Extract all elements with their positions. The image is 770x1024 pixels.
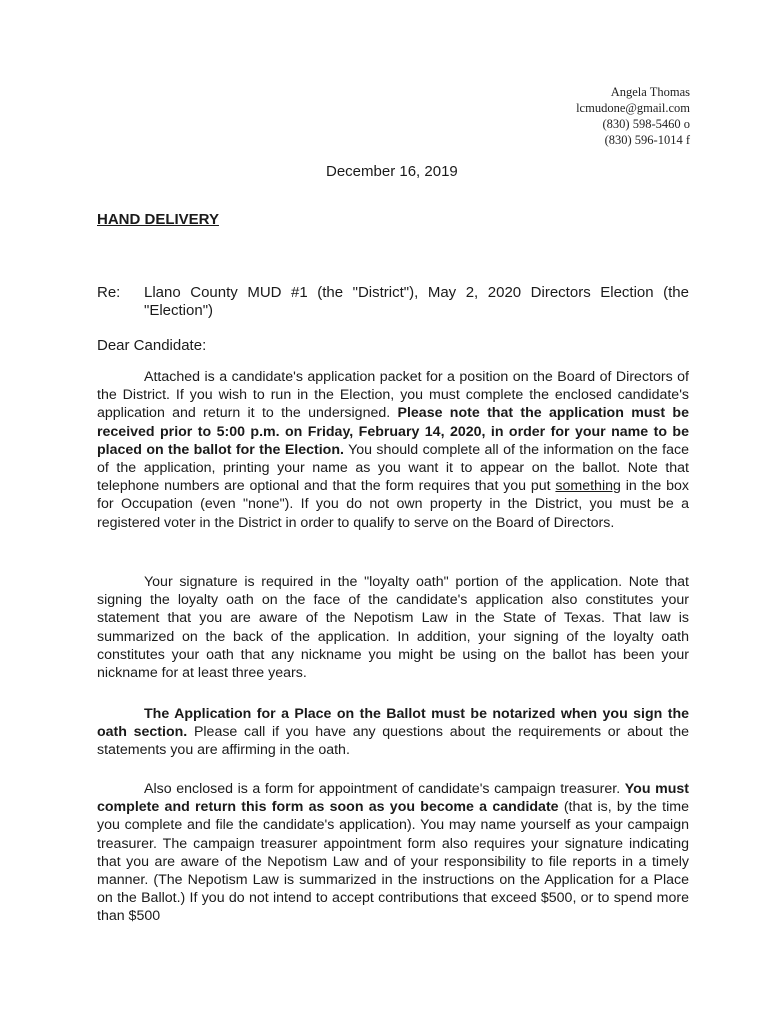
re-label: Re: <box>97 284 121 301</box>
paragraph-1 <box>97 368 689 532</box>
letter-date: December 16, 2019 <box>326 163 458 180</box>
p4-sentence-1: Also enclosed is a form for appointment of candidate's campaign treasurer. <box>144 781 621 797</box>
sender-phone-fax: (830) 596-1014 f <box>604 133 690 147</box>
p1-deadline-notice: Please note that the application must be received prior to 5:00 p.m. on Friday, February 14, 2020, in order for your name to be placed on the ballot for the Election. <box>97 405 689 458</box>
p2-text: Your signature is required in the "loyalty oath" portion of the application. Note that signing the loyalty oath on the face of the candidate's application also constitutes your statement that you are aware of the Nepotism Law in the State of Texas. That law is summarized on the back of the application. In addition, your signing of the loyalty oath constitutes your oath that any nickname you might be using on the ballot has been your nickname for at least three years. <box>97 574 689 682</box>
p1-sentence-3: You should complete all of the information on the face of the application, printing your name as you want it to appear on the ballot. Note that telephone numbers are optional and that the form requires that you put <box>97 441 689 495</box>
paragraph-2 <box>97 573 689 682</box>
p1-emphasis: something <box>555 478 621 495</box>
p3-text: Please call if you have any questions about the requirements or about the statements you are affirming in the oath. <box>97 724 689 759</box>
re-subject: Llano County MUD #1 (the "District"), May 2, 2020 Directors Election (the "Election") <box>144 284 689 319</box>
p1-sentence-4: in the box for Occupation (even "none"). If you do not own property in the District, you must be a registered voter in the District in order to qualify to serve on the Board of Directors. <box>97 478 689 531</box>
delivery-method: HAND DELIVERY <box>97 211 219 228</box>
p4-treasurer-notice: You must complete and return this form as soon as you become a candidate <box>97 781 689 816</box>
paragraph-3 <box>97 705 689 760</box>
p4-text: (that is, by the time you complete and file the candidate's application). You may name yourself as your campaign treasurer. The campaign treasurer appointment form also requires your signature indicating that you are aware of the Nepotism Law and of your responsibility to file reports in a timely manner. (The Nepotism Law is summarized in the instructions on the Application for a Place on the Ballot.) If you do not intend to accept contributions that exceed $500, or to spend more than $500 <box>97 799 689 925</box>
re-line <box>97 284 689 320</box>
salutation: Dear Candidate: <box>97 337 207 354</box>
p1-sentence-1: Attached is a candidate's application packet for a position on the Board of Directors of the District. If you wish to run in the Election, you must complete the enclosed candidate's application and return it to the undersigned. <box>97 369 689 422</box>
paragraph-4 <box>97 780 689 926</box>
sender-phone-office: (830) 598-5460 o <box>602 117 690 131</box>
sender-name: Angela Thomas <box>610 85 690 99</box>
sender-email: lcmudone@gmail.com <box>576 101 690 115</box>
p3-notarize-notice: The Application for a Place on the Ballot must be notarized when you sign the oath section. <box>97 706 689 741</box>
sender-block <box>576 84 690 148</box>
